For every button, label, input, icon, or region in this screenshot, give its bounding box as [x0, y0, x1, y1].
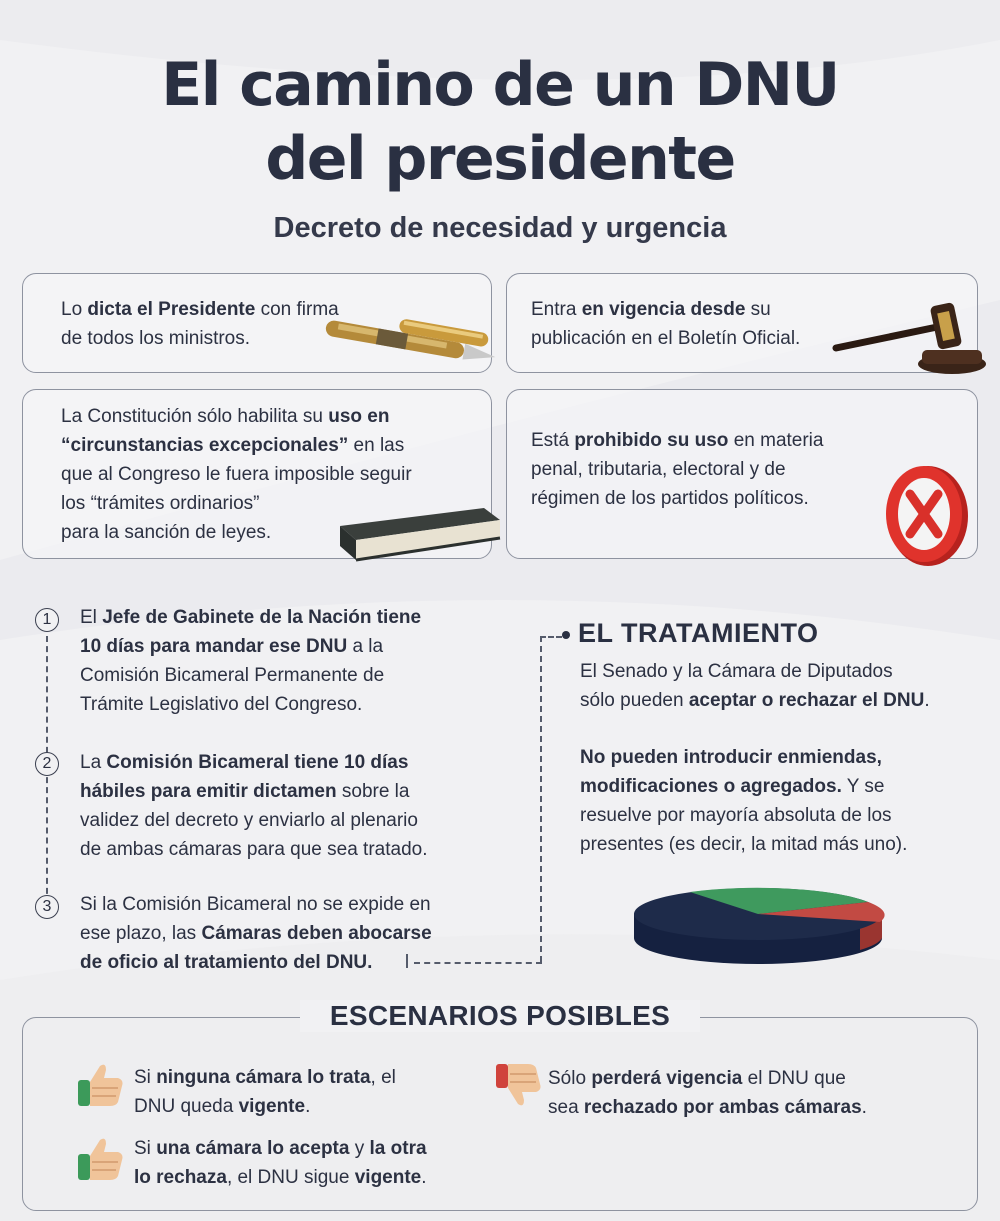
step-1-number: 1: [35, 608, 59, 632]
escenario-1-text: Si ninguna cámara lo trata, el DNU queda vigente.: [134, 1067, 396, 1117]
majority-pie-icon: [628, 880, 888, 970]
thumbs-up-icon: [74, 1132, 126, 1184]
step-1-text: El Jefe de Gabinete de la Nación tiene 10 días para mandar ese DNU a la Comisión Bicameral Permanente de Trámite Legislativo del Congreso.: [80, 607, 422, 715]
tratamiento-text-2: No pueden introducir enmiendas, modificaciones o agregados. Y se resuelve por mayoría absoluta de los presentes (es decir, la mitad más uno).: [580, 747, 908, 855]
card-dicta-presidente: Lo dicta el Presidente con firma de todos los ministros.: [22, 273, 492, 373]
thumbs-down-icon: [492, 1060, 544, 1112]
step-3-number: 3: [35, 895, 59, 919]
page-subtitle: Decreto de necesidad y urgencia: [273, 212, 727, 244]
card-prohibido: Está prohibido su uso en materia penal, tributaria, electoral y de régimen de los partidos políticos.: [506, 389, 978, 559]
page-title: El camino de un DNU del presidente: [161, 50, 839, 194]
gavel-icon: [830, 296, 990, 378]
escenario-3-text: Sólo perderá vigencia el DNU que sea rechazado por ambas cámaras.: [548, 1068, 867, 1118]
escenario-2-text: Si una cámara lo acepta y la otra lo rechaza, el DNU sigue vigente.: [134, 1138, 427, 1188]
connector-dot: [562, 631, 570, 639]
tratamiento-text-1: El Senado y la Cámara de Diputados sólo pueden aceptar o rechazar el DNU.: [580, 661, 930, 711]
step-2-text: La Comisión Bicameral tiene 10 días hábiles para emitir dictamen sobre la validez del decreto y enviarlo al plenario de ambas cámaras para que sea tratado.: [80, 752, 428, 860]
step-2-number: 2: [35, 752, 59, 776]
connector-right: [540, 636, 542, 962]
tratamiento-title: EL TRATAMIENTO: [578, 618, 819, 648]
step-3-text: Si la Comisión Bicameral no se expide en ese plazo, las Cámaras deben abocarse de oficio al tratamiento del DNU.: [80, 894, 432, 973]
card-constitucion: La Constitución sólo habilita su uso en “circunstancias excepcionales” en las que al Congreso le fuera imposible seguir los “trámites ordinarios” para la sanción de leyes.: [22, 389, 492, 559]
thumbs-up-icon: [74, 1058, 126, 1110]
book-icon: [334, 498, 504, 568]
connector-bottom: [414, 962, 542, 964]
connector-top: [540, 636, 562, 638]
escenarios-title: ESCENARIOS POSIBLES: [300, 1000, 700, 1032]
prohibited-x-icon: [882, 460, 972, 568]
card-vigencia: Entra en vigencia desde su publicación en el Boletín Oficial.: [506, 273, 978, 373]
pen-icon: [316, 318, 502, 374]
